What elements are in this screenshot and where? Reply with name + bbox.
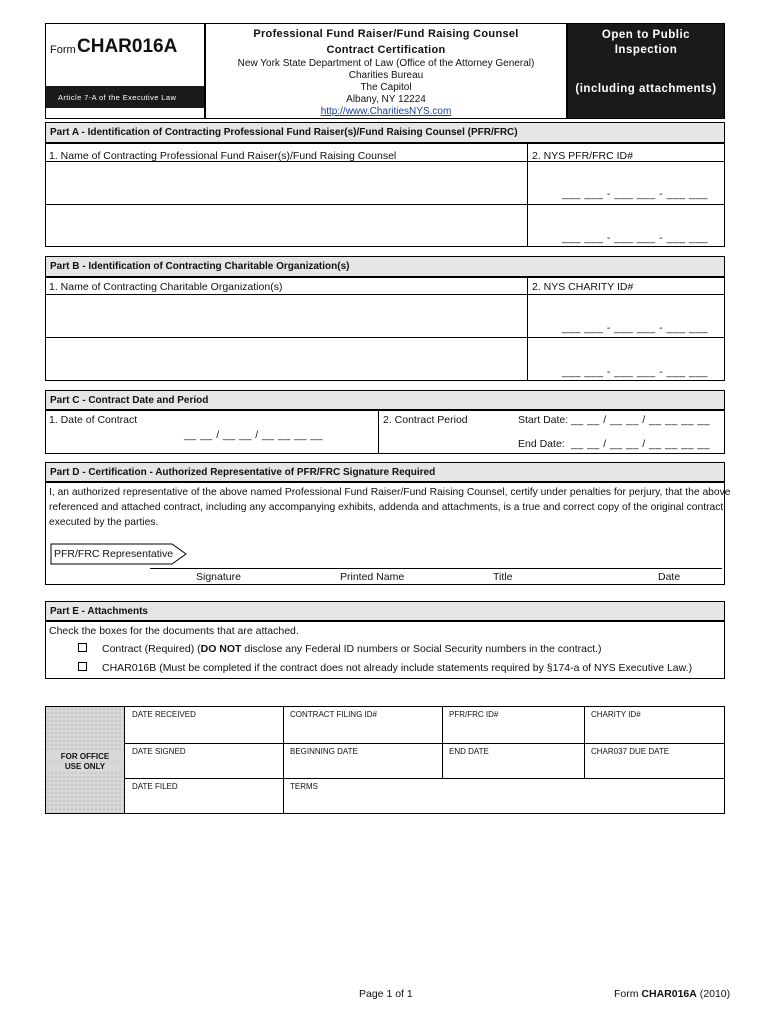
article-label: Article 7-A of the Executive Law [58, 93, 177, 102]
contract-item-bold: DO NOT [200, 643, 242, 655]
printed-name-label: Printed Name [340, 571, 405, 583]
part-c-date-field[interactable]: __ __ / __ __ / __ __ __ __ [184, 429, 324, 441]
part-d-title: Part D - Certification - Authorized Representative of PFR/FRC Signature Required [45, 462, 725, 482]
contract-item [102, 643, 602, 655]
representative-label: PFR/FRC Representative [54, 548, 174, 560]
date-signed-label: DATE SIGNED [132, 747, 186, 756]
contract-item-pre: Contract (Required) ( [102, 643, 201, 655]
charities-website-link[interactable]: http://www.CharitiesNYS.com [320, 106, 452, 117]
part-a-name-field-2[interactable] [46, 205, 526, 246]
part-c-end-label: End Date: [518, 438, 565, 450]
title-label: Title [493, 571, 513, 583]
office-col-rule-2 [283, 706, 284, 778]
page-number: Page 1 of 1 [359, 988, 413, 1000]
part-b-divider [527, 277, 528, 381]
part-c-divider [378, 410, 379, 454]
office-use-label-line1: FOR OFFICE [46, 752, 124, 761]
part-b-name-field-2[interactable] [46, 338, 526, 380]
signature-rule [150, 568, 722, 569]
footer-form-code: CHAR016A [641, 988, 697, 1000]
part-b-id-field-2[interactable]: ___ ___ - ___ ___ - ___ ___ [562, 366, 709, 378]
certification-text-line3: executed by the parties. [49, 517, 159, 528]
end-date-label: END DATE [449, 747, 489, 756]
office-use-table [45, 706, 725, 814]
part-a-name-field-1[interactable] [46, 162, 526, 203]
part-a-divider [527, 143, 528, 247]
part-b-title: Part B - Identification of Contracting Charitable Organization(s) [45, 256, 725, 277]
part-a-id-field-1[interactable]: ___ ___ - ___ ___ - ___ ___ [562, 188, 709, 200]
public-inspection-line1: Open to Public [601, 29, 691, 41]
part-c-start-label: Start Date: [518, 414, 569, 426]
address-line2: Albany, NY 12224 [346, 94, 426, 105]
part-b-name-field-1[interactable] [46, 295, 526, 336]
terms-label: TERMS [290, 782, 318, 791]
charity-id-label: CHARITY ID# [591, 710, 641, 719]
signature-field[interactable] [190, 545, 720, 567]
signature-label: Signature [196, 571, 241, 583]
part-a-id-field-2[interactable]: ___ ___ - ___ ___ - ___ ___ [562, 232, 709, 244]
part-c-period-label: 2. Contract Period [383, 414, 468, 426]
part-c-end-field[interactable]: __ __ / __ __ / __ __ __ __ [571, 438, 711, 450]
certification-text-line1: I, an authorized representative of the above named Professional Fund Raiser/Fund Raising Counsel, certify under penalties for perjury, that the above [49, 487, 731, 498]
part-b-id-label: 2. NYS CHARITY ID# [532, 281, 634, 293]
bureau-name: Charities Bureau [348, 70, 424, 81]
office-use-label-line2: USE ONLY [46, 762, 124, 771]
attachments-note: (including attachments) [575, 83, 717, 95]
date-filed-label: DATE FILED [132, 782, 178, 791]
contract-item-post: disclose any Federal ID numbers or Social Security numbers in the contract.) [241, 643, 602, 655]
part-a-title: Part A - Identification of Contracting Professional Fund Raiser(s)/Fund Raising Counsel (PFR/FRC) [45, 122, 725, 143]
part-a-name-label: 1. Name of Contracting Professional Fund Raiser(s)/Fund Raising Counsel [49, 150, 397, 162]
attachments-instruction: Check the boxes for the documents that are attached. [49, 625, 299, 637]
part-a-id-label: 2. NYS PFR/FRC ID# [532, 150, 633, 162]
date-label: Date [658, 571, 681, 583]
form-title-line2: Contract Certification [326, 44, 446, 56]
form-title-line1: Professional Fund Raiser/Fund Raising Counsel [253, 28, 519, 40]
footer-form-word: Form [614, 988, 639, 1000]
part-c-title: Part C - Contract Date and Period [45, 390, 725, 410]
footer-form-year: (2010) [699, 988, 731, 1000]
date-received-label: DATE RECEIVED [132, 710, 196, 719]
part-c-start-field[interactable]: __ __ / __ __ / __ __ __ __ [571, 414, 711, 426]
address-line1: The Capitol [360, 82, 412, 93]
footer-form-id [614, 988, 730, 1000]
agency-name: New York State Department of Law (Office of the Attorney General) [237, 58, 535, 69]
office-col-rule-3 [442, 706, 443, 778]
pfr-frc-id-label: PFR/FRC ID# [449, 710, 499, 719]
office-col-rule-4 [584, 706, 585, 778]
form-id: CHAR016A [77, 36, 178, 57]
part-b-name-label: 1. Name of Contracting Charitable Organization(s) [49, 281, 283, 293]
contract-filing-id-label: CONTRACT FILING ID# [290, 710, 377, 719]
char037-due-label: CHAR037 DUE DATE [591, 747, 670, 756]
form-word: Form [50, 44, 76, 56]
char016b-item: CHAR016B (Must be completed if the contract does not already include statements required by §174-a of NYS Executive Law.) [102, 662, 693, 674]
certification-text-line2: referenced and attached contract, including any accompanying exhibits, addenda and attachments, is a true and correct copy of the original contract [49, 502, 724, 513]
office-row-rule-1 [124, 743, 725, 744]
office-col-rule-1 [124, 706, 125, 814]
contract-checkbox[interactable] [78, 643, 87, 652]
office-row-rule-2 [124, 778, 725, 779]
part-c-date-label: 1. Date of Contract [49, 414, 138, 426]
part-e-title: Part E - Attachments [45, 601, 725, 621]
beginning-date-label: BEGINNING DATE [290, 747, 358, 756]
char016b-checkbox[interactable] [78, 662, 87, 671]
office-col-rule-2b [283, 778, 284, 814]
public-inspection-line2: Inspection [614, 44, 678, 56]
part-b-id-field-1[interactable]: ___ ___ - ___ ___ - ___ ___ [562, 322, 709, 334]
